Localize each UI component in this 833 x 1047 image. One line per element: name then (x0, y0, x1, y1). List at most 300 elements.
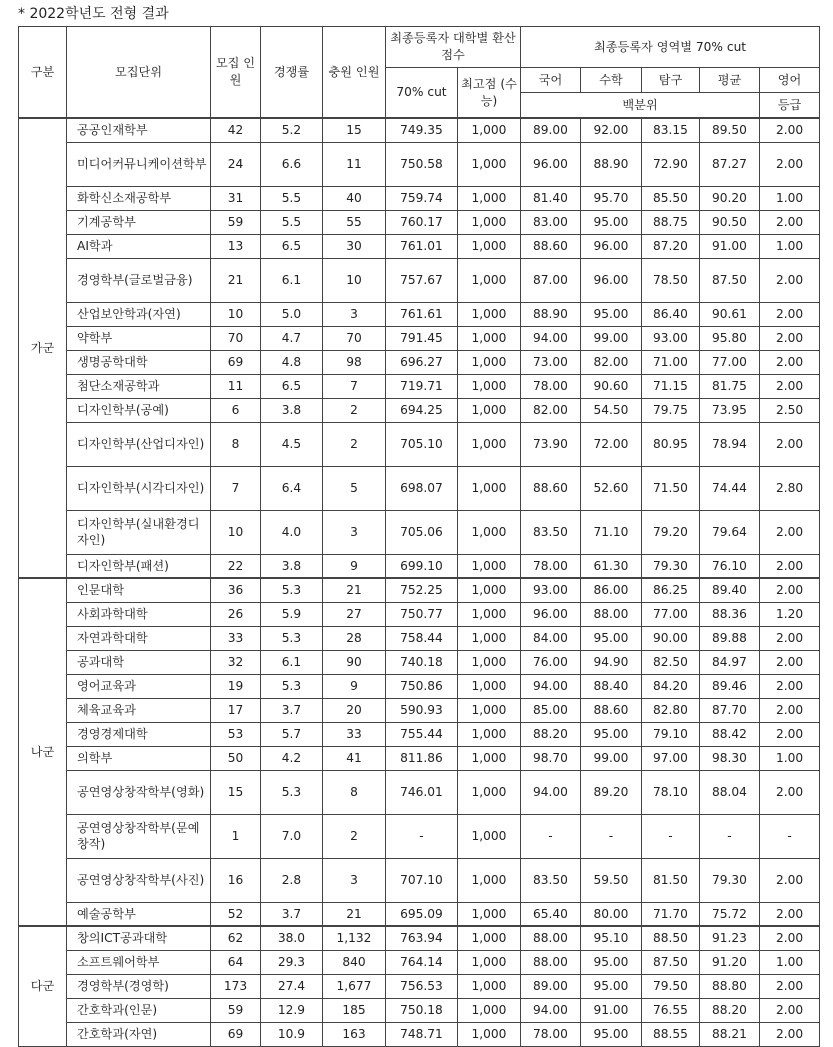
cell-score-max: 1,000 (458, 902, 521, 926)
header-competition: 경쟁률 (261, 27, 323, 119)
cell-extra: 10 (323, 258, 386, 302)
table-row (19, 186, 820, 210)
cell-quota: 24 (211, 142, 261, 186)
cell-english: 2.00 (760, 422, 820, 466)
cell-competition: 7.0 (261, 814, 323, 858)
cell-average: 81.75 (700, 374, 760, 398)
cell-score-max: 1,000 (458, 722, 521, 746)
cell-math: 92.00 (581, 118, 642, 142)
cell-english: 2.00 (760, 974, 820, 998)
cell-competition: 5.2 (261, 118, 323, 142)
cell-math: 88.60 (581, 698, 642, 722)
cell-unit: 첨단소재공학과 (67, 374, 211, 398)
table-row (19, 466, 820, 510)
cell-extra: 20 (323, 698, 386, 722)
cell-quota: 31 (211, 186, 261, 210)
cell-math: 95.00 (581, 1022, 642, 1046)
cell-math: 90.60 (581, 374, 642, 398)
cell-score-cut: 740.18 (386, 650, 458, 674)
cell-english: 2.00 (760, 998, 820, 1022)
header-average: 평균 (700, 68, 760, 93)
cell-quota: 13 (211, 234, 261, 258)
table-row (19, 422, 820, 466)
cell-math: 96.00 (581, 258, 642, 302)
cell-quota: 42 (211, 118, 261, 142)
cell-math: 95.00 (581, 950, 642, 974)
table-row (19, 746, 820, 770)
cell-average: 91.20 (700, 950, 760, 974)
cell-english: 1.00 (760, 186, 820, 210)
cell-quota: 10 (211, 302, 261, 326)
cell-english: 1.20 (760, 602, 820, 626)
cell-korean: 98.70 (521, 746, 581, 770)
group-label: 다군 (19, 926, 67, 1046)
cell-score-max: 1,000 (458, 350, 521, 374)
cell-extra: 55 (323, 210, 386, 234)
header-score-max: 최고점 (수능) (458, 68, 521, 119)
cell-inquiry: 78.10 (642, 770, 700, 814)
cell-korean: 83.50 (521, 510, 581, 554)
table-row (19, 234, 820, 258)
cell-korean: 96.00 (521, 602, 581, 626)
cell-english: 2.80 (760, 466, 820, 510)
cell-inquiry: 88.55 (642, 1022, 700, 1046)
cell-competition: 5.3 (261, 626, 323, 650)
cell-inquiry: 82.50 (642, 650, 700, 674)
cell-score-cut: 750.58 (386, 142, 458, 186)
table-row (19, 302, 820, 326)
cell-english: 2.00 (760, 142, 820, 186)
cell-quota: 173 (211, 974, 261, 998)
cell-korean: 81.40 (521, 186, 581, 210)
cell-score-cut: 705.06 (386, 510, 458, 554)
cell-score-cut: 590.93 (386, 698, 458, 722)
cell-korean: - (521, 814, 581, 858)
cell-score-cut: 761.01 (386, 234, 458, 258)
cell-korean: 94.00 (521, 674, 581, 698)
cell-score-cut: 755.44 (386, 722, 458, 746)
cell-extra: 90 (323, 650, 386, 674)
cell-inquiry: 87.50 (642, 950, 700, 974)
table-row (19, 398, 820, 422)
cell-korean: 83.00 (521, 210, 581, 234)
table-row (19, 858, 820, 902)
cell-unit: 공연영상창작학부(사진) (67, 858, 211, 902)
cell-unit: 산업보안학과(자연) (67, 302, 211, 326)
cell-unit: 소프트웨어학부 (67, 950, 211, 974)
table-row (19, 902, 820, 926)
header-grade: 등급 (760, 93, 820, 119)
cell-average: 88.04 (700, 770, 760, 814)
cell-unit: AI학과 (67, 234, 211, 258)
table-row (19, 602, 820, 626)
cell-unit: 영어교육과 (67, 674, 211, 698)
cell-inquiry: 71.15 (642, 374, 700, 398)
cell-inquiry: 97.00 (642, 746, 700, 770)
cell-quota: 17 (211, 698, 261, 722)
cell-score-max: 1,000 (458, 210, 521, 234)
cell-english: 2.00 (760, 674, 820, 698)
cell-english: 2.00 (760, 578, 820, 602)
cell-score-max: 1,000 (458, 626, 521, 650)
header-korean: 국어 (521, 68, 581, 93)
cell-quota: 64 (211, 950, 261, 974)
cell-quota: 10 (211, 510, 261, 554)
cell-english: - (760, 814, 820, 858)
cell-score-cut: 695.09 (386, 902, 458, 926)
cell-average: 88.20 (700, 998, 760, 1022)
cell-score-max: 1,000 (458, 858, 521, 902)
cell-average: 90.20 (700, 186, 760, 210)
cell-score-cut: 756.53 (386, 974, 458, 998)
header-quota: 모집 인원 (211, 27, 261, 119)
cell-average: 87.27 (700, 142, 760, 186)
cell-quota: 53 (211, 722, 261, 746)
cell-math: 61.30 (581, 554, 642, 578)
cell-math: 96.00 (581, 234, 642, 258)
cell-math: 95.00 (581, 974, 642, 998)
cell-extra: 41 (323, 746, 386, 770)
cell-english: 1.00 (760, 746, 820, 770)
cell-competition: 5.5 (261, 210, 323, 234)
cell-math: - (581, 814, 642, 858)
cell-extra: 1,677 (323, 974, 386, 998)
cell-math: 86.00 (581, 578, 642, 602)
cell-math: 71.10 (581, 510, 642, 554)
cell-average: 76.10 (700, 554, 760, 578)
cell-extra: 9 (323, 674, 386, 698)
cell-score-cut: 791.45 (386, 326, 458, 350)
cell-score-cut: 750.86 (386, 674, 458, 698)
cell-quota: 19 (211, 674, 261, 698)
cell-score-max: 1,000 (458, 1022, 521, 1046)
header-english: 영어 (760, 68, 820, 93)
cell-math: 88.40 (581, 674, 642, 698)
cell-quota: 21 (211, 258, 261, 302)
cell-extra: 11 (323, 142, 386, 186)
cell-inquiry: 88.50 (642, 926, 700, 950)
cell-math: 72.00 (581, 422, 642, 466)
cell-inquiry: 80.95 (642, 422, 700, 466)
cell-inquiry: 79.20 (642, 510, 700, 554)
cell-average: 98.30 (700, 746, 760, 770)
cell-competition: 3.7 (261, 902, 323, 926)
cell-score-cut: 707.10 (386, 858, 458, 902)
cell-english: 2.00 (760, 554, 820, 578)
cell-korean: 89.00 (521, 118, 581, 142)
table-row (19, 578, 820, 602)
table-row (19, 722, 820, 746)
cell-average: 90.50 (700, 210, 760, 234)
cell-score-cut: 749.35 (386, 118, 458, 142)
cell-math: 88.90 (581, 142, 642, 186)
cell-average: 91.00 (700, 234, 760, 258)
cell-score-cut: 764.14 (386, 950, 458, 974)
cell-english: 1.00 (760, 234, 820, 258)
cell-competition: 10.9 (261, 1022, 323, 1046)
cell-competition: 6.1 (261, 650, 323, 674)
cell-competition: 2.8 (261, 858, 323, 902)
cell-competition: 4.5 (261, 422, 323, 466)
cell-score-max: 1,000 (458, 466, 521, 510)
cell-score-cut: 811.86 (386, 746, 458, 770)
cell-average: 89.40 (700, 578, 760, 602)
cell-inquiry: 79.30 (642, 554, 700, 578)
cell-score-max: 1,000 (458, 998, 521, 1022)
cell-unit: 경영학부(경영학) (67, 974, 211, 998)
cell-competition: 6.4 (261, 466, 323, 510)
cell-korean: 76.00 (521, 650, 581, 674)
cell-average: 75.72 (700, 902, 760, 926)
cell-english: 2.00 (760, 118, 820, 142)
cell-unit: 인문대학 (67, 578, 211, 602)
cell-korean: 84.00 (521, 626, 581, 650)
cell-quota: 70 (211, 326, 261, 350)
cell-competition: 5.7 (261, 722, 323, 746)
cell-math: 99.00 (581, 326, 642, 350)
table-row (19, 626, 820, 650)
cell-math: 95.70 (581, 186, 642, 210)
cell-korean: 65.40 (521, 902, 581, 926)
cell-quota: 59 (211, 998, 261, 1022)
header-score-cut: 70% cut (386, 68, 458, 119)
cell-korean: 94.00 (521, 770, 581, 814)
cell-math: 82.00 (581, 350, 642, 374)
cell-unit: 간호학과(자연) (67, 1022, 211, 1046)
cell-english: 2.00 (760, 926, 820, 950)
cell-score-max: 1,000 (458, 974, 521, 998)
cell-competition: 4.2 (261, 746, 323, 770)
cell-inquiry: 86.40 (642, 302, 700, 326)
cell-extra: 2 (323, 814, 386, 858)
cell-extra: 185 (323, 998, 386, 1022)
cell-quota: 33 (211, 626, 261, 650)
cell-average: - (700, 814, 760, 858)
cell-competition: 5.5 (261, 186, 323, 210)
cell-quota: 6 (211, 398, 261, 422)
cell-average: 73.95 (700, 398, 760, 422)
cell-extra: 2 (323, 422, 386, 466)
cell-score-cut: 759.74 (386, 186, 458, 210)
cell-competition: 6.6 (261, 142, 323, 186)
cell-extra: 28 (323, 626, 386, 650)
cell-math: 95.00 (581, 210, 642, 234)
cell-score-cut: 763.94 (386, 926, 458, 950)
cell-inquiry: 79.75 (642, 398, 700, 422)
header-area-group: 최종등록자 영역별 70% cut (521, 27, 820, 68)
cell-extra: 2 (323, 398, 386, 422)
cell-average: 87.50 (700, 258, 760, 302)
cell-competition: 29.3 (261, 950, 323, 974)
cell-english: 2.00 (760, 650, 820, 674)
cell-competition: 3.8 (261, 398, 323, 422)
cell-average: 88.80 (700, 974, 760, 998)
cell-extra: 33 (323, 722, 386, 746)
cell-quota: 11 (211, 374, 261, 398)
cell-unit: 예술공학부 (67, 902, 211, 926)
cell-quota: 7 (211, 466, 261, 510)
cell-quota: 52 (211, 902, 261, 926)
cell-korean: 94.00 (521, 326, 581, 350)
cell-korean: 88.90 (521, 302, 581, 326)
cell-korean: 82.00 (521, 398, 581, 422)
cell-quota: 59 (211, 210, 261, 234)
cell-score-max: 1,000 (458, 698, 521, 722)
cell-score-max: 1,000 (458, 186, 521, 210)
cell-extra: 3 (323, 302, 386, 326)
cell-inquiry: 78.50 (642, 258, 700, 302)
cell-score-cut: 750.18 (386, 998, 458, 1022)
cell-score-max: 1,000 (458, 258, 521, 302)
cell-unit: 기계공학부 (67, 210, 211, 234)
cell-inquiry: 90.00 (642, 626, 700, 650)
header-extra: 충원 인원 (323, 27, 386, 119)
table-header (19, 27, 820, 119)
cell-english: 2.00 (760, 770, 820, 814)
table-row (19, 118, 820, 142)
cell-competition: 5.3 (261, 770, 323, 814)
cell-extra: 163 (323, 1022, 386, 1046)
cell-average: 79.30 (700, 858, 760, 902)
cell-english: 2.00 (760, 258, 820, 302)
cell-average: 84.97 (700, 650, 760, 674)
cell-extra: 9 (323, 554, 386, 578)
cell-math: 52.60 (581, 466, 642, 510)
cell-score-cut: 761.61 (386, 302, 458, 326)
cell-unit: 공연영상창작학부(문예창작) (67, 814, 211, 858)
cell-extra: 70 (323, 326, 386, 350)
cell-average: 88.42 (700, 722, 760, 746)
cell-quota: 69 (211, 350, 261, 374)
cell-average: 95.80 (700, 326, 760, 350)
cell-english: 1.00 (760, 950, 820, 974)
cell-english: 2.00 (760, 626, 820, 650)
cell-extra: 15 (323, 118, 386, 142)
cell-score-max: 1,000 (458, 770, 521, 814)
cell-math: 59.50 (581, 858, 642, 902)
cell-score-cut: 705.10 (386, 422, 458, 466)
cell-quota: 8 (211, 422, 261, 466)
cell-score-max: 1,000 (458, 950, 521, 974)
cell-inquiry: 79.10 (642, 722, 700, 746)
cell-score-max: 1,000 (458, 510, 521, 554)
cell-inquiry: 86.25 (642, 578, 700, 602)
cell-inquiry: 81.50 (642, 858, 700, 902)
table-row (19, 926, 820, 950)
cell-inquiry: 88.75 (642, 210, 700, 234)
cell-english: 2.00 (760, 902, 820, 926)
cell-score-cut: 719.71 (386, 374, 458, 398)
cell-extra: 27 (323, 602, 386, 626)
cell-english: 2.00 (760, 1022, 820, 1046)
cell-korean: 94.00 (521, 998, 581, 1022)
header-inquiry: 탐구 (642, 68, 700, 93)
cell-unit: 디자인학부(실내환경디자인) (67, 510, 211, 554)
cell-score-cut: 746.01 (386, 770, 458, 814)
cell-score-max: 1,000 (458, 602, 521, 626)
table-row (19, 326, 820, 350)
header-unit: 모집단위 (67, 27, 211, 119)
table-row (19, 770, 820, 814)
cell-score-max: 1,000 (458, 118, 521, 142)
cell-score-max: 1,000 (458, 398, 521, 422)
cell-quota: 62 (211, 926, 261, 950)
cell-score-cut: 758.44 (386, 626, 458, 650)
cell-unit: 경영경제대학 (67, 722, 211, 746)
cell-unit: 미디어커뮤니케이션학부 (67, 142, 211, 186)
cell-score-max: 1,000 (458, 374, 521, 398)
cell-score-cut: - (386, 814, 458, 858)
cell-extra: 840 (323, 950, 386, 974)
cell-unit: 디자인학부(공예) (67, 398, 211, 422)
table-row (19, 350, 820, 374)
cell-score-cut: 694.25 (386, 398, 458, 422)
cell-english: 2.00 (760, 374, 820, 398)
cell-quota: 36 (211, 578, 261, 602)
cell-competition: 5.3 (261, 674, 323, 698)
cell-average: 89.46 (700, 674, 760, 698)
cell-math: 88.00 (581, 602, 642, 626)
table-row (19, 998, 820, 1022)
cell-inquiry: 77.00 (642, 602, 700, 626)
page-caption: * 2022학년도 전형 결과 (18, 6, 169, 22)
header-math: 수학 (581, 68, 642, 93)
cell-unit: 의학부 (67, 746, 211, 770)
header-percentile: 백분위 (521, 93, 760, 119)
cell-average: 77.00 (700, 350, 760, 374)
cell-math: 95.00 (581, 302, 642, 326)
cell-math: 94.90 (581, 650, 642, 674)
cell-korean: 88.20 (521, 722, 581, 746)
cell-unit: 디자인학부(산업디자인) (67, 422, 211, 466)
cell-unit: 공연영상창작학부(영화) (67, 770, 211, 814)
cell-korean: 93.00 (521, 578, 581, 602)
group-label: 가군 (19, 118, 67, 578)
cell-score-max: 1,000 (458, 234, 521, 258)
cell-inquiry: 85.50 (642, 186, 700, 210)
cell-score-cut: 748.71 (386, 1022, 458, 1046)
cell-extra: 3 (323, 510, 386, 554)
cell-quota: 15 (211, 770, 261, 814)
table-row (19, 210, 820, 234)
cell-average: 88.36 (700, 602, 760, 626)
cell-score-max: 1,000 (458, 674, 521, 698)
cell-inquiry: 72.90 (642, 142, 700, 186)
cell-extra: 1,132 (323, 926, 386, 950)
cell-average: 89.50 (700, 118, 760, 142)
cell-math: 91.00 (581, 998, 642, 1022)
cell-math: 95.10 (581, 926, 642, 950)
table-row (19, 974, 820, 998)
cell-average: 91.23 (700, 926, 760, 950)
cell-english: 2.00 (760, 326, 820, 350)
table-row (19, 698, 820, 722)
cell-quota: 69 (211, 1022, 261, 1046)
cell-english: 2.00 (760, 698, 820, 722)
cell-quota: 1 (211, 814, 261, 858)
cell-extra: 21 (323, 578, 386, 602)
cell-quota: 26 (211, 602, 261, 626)
cell-unit: 약학부 (67, 326, 211, 350)
cell-inquiry: 71.50 (642, 466, 700, 510)
cell-korean: 89.00 (521, 974, 581, 998)
cell-korean: 73.00 (521, 350, 581, 374)
cell-score-max: 1,000 (458, 142, 521, 186)
cell-korean: 83.50 (521, 858, 581, 902)
cell-score-max: 1,000 (458, 554, 521, 578)
cell-english: 2.00 (760, 350, 820, 374)
cell-inquiry: 84.20 (642, 674, 700, 698)
